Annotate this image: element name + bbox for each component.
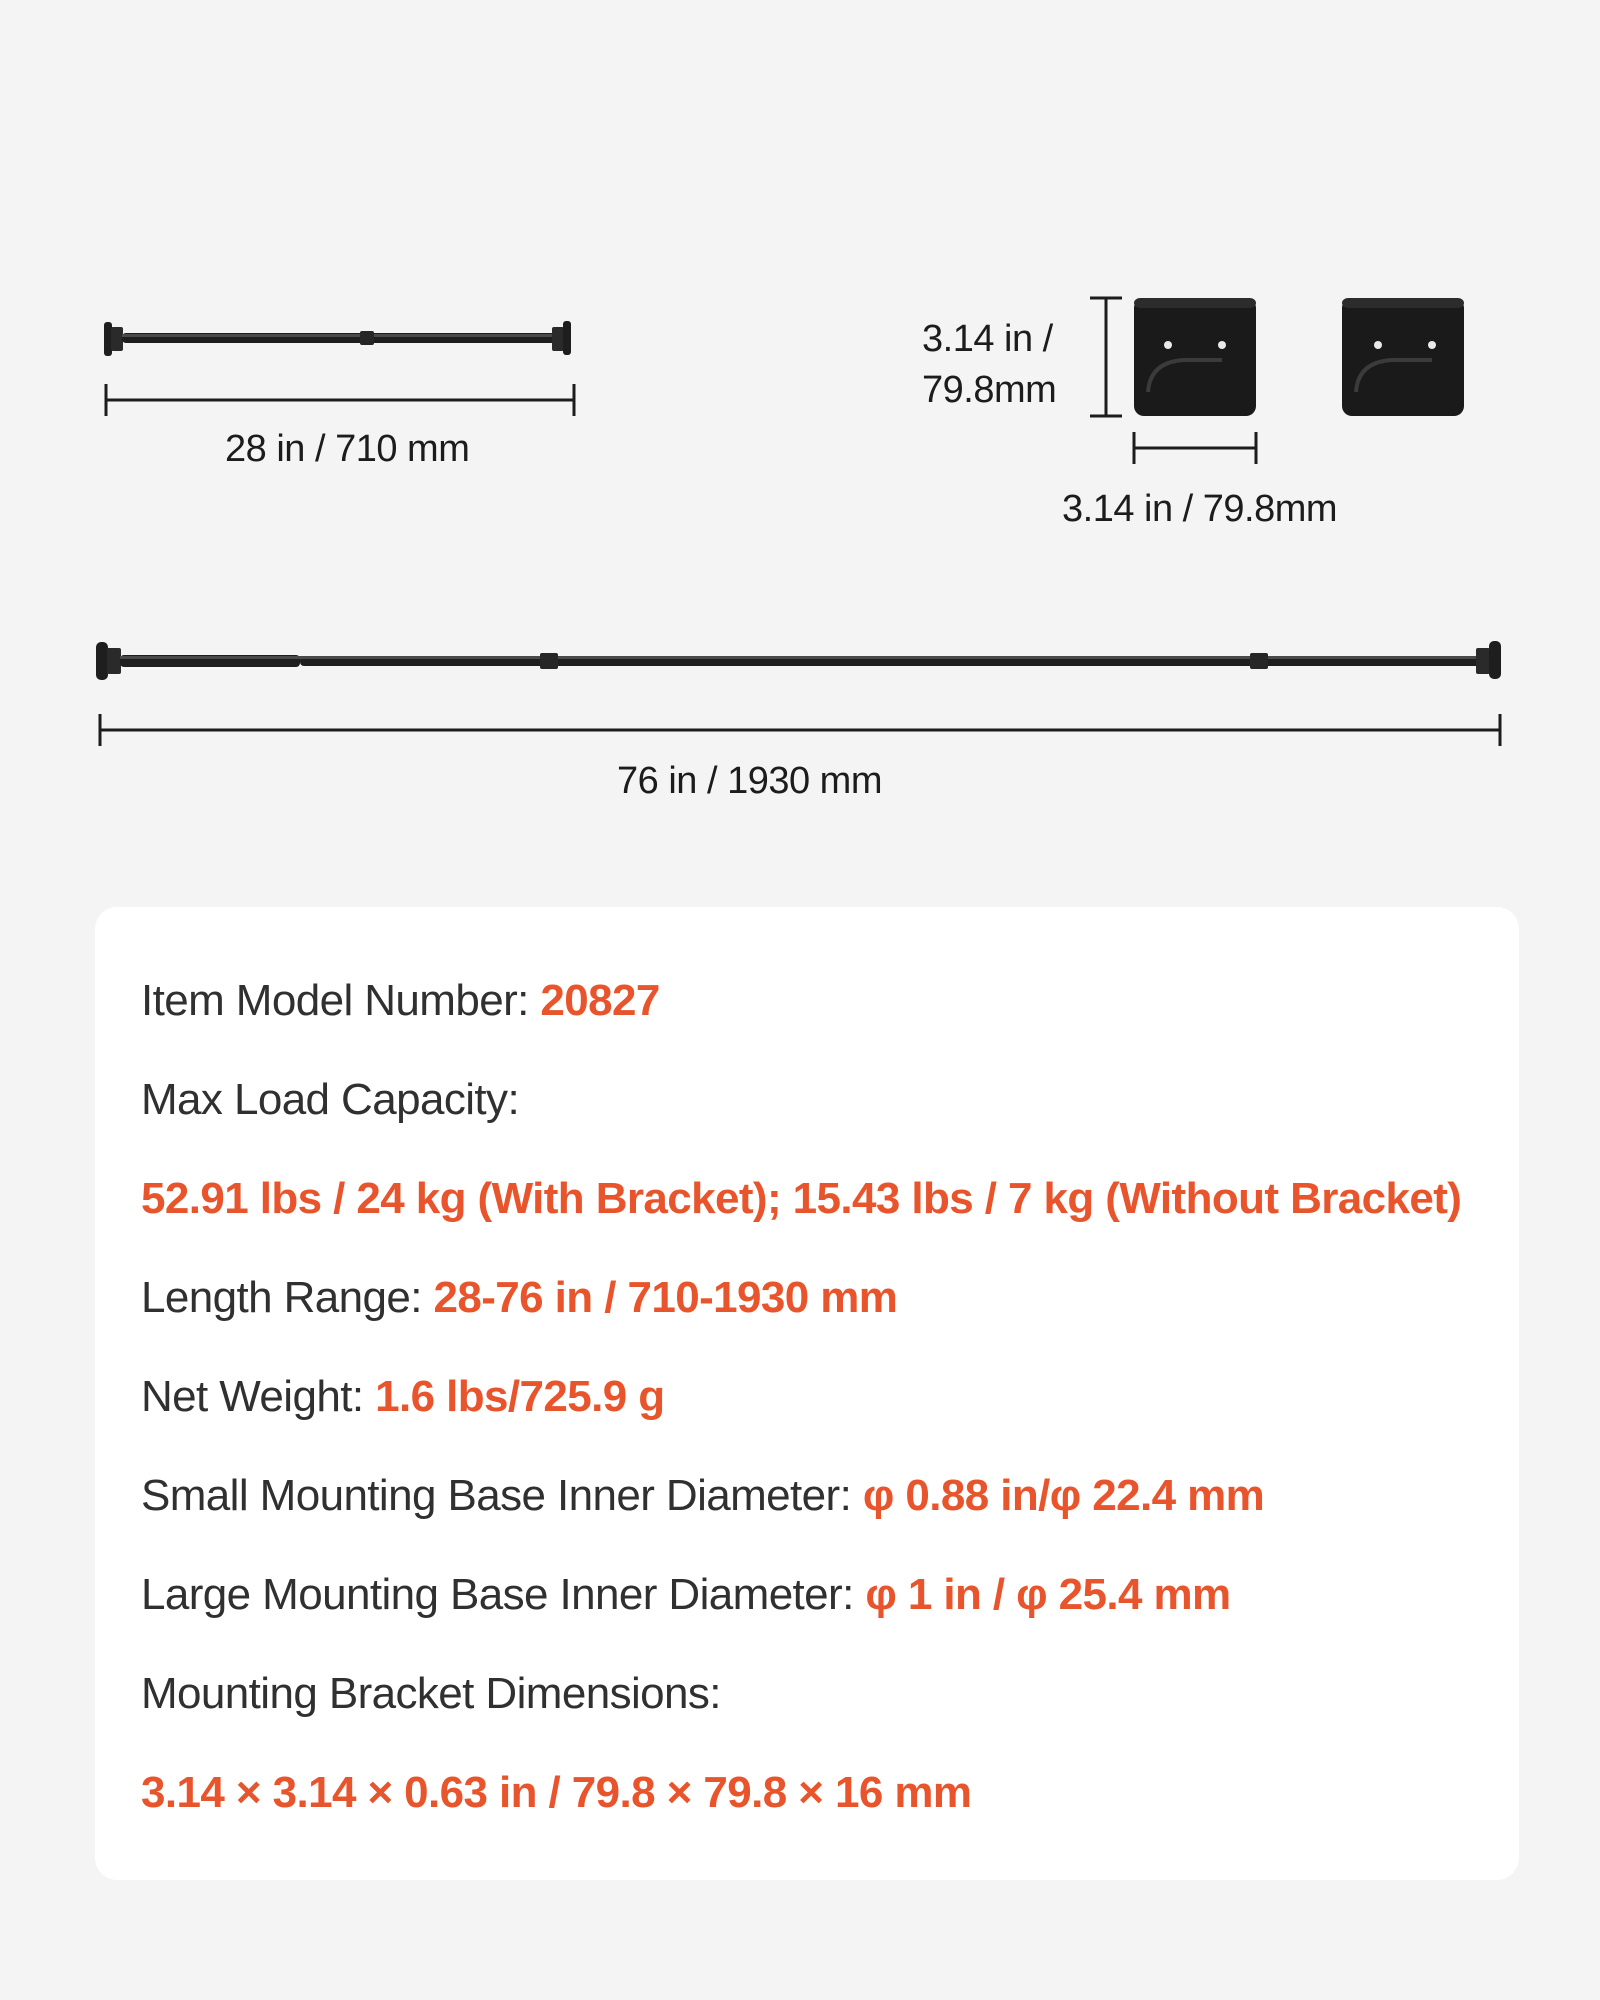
- long-rod: [96, 641, 1501, 680]
- short-rod: [104, 321, 571, 356]
- short-rod-length-label: 28 in / 710 mm: [225, 428, 470, 470]
- load-label: Max Load Capacity:: [141, 1075, 520, 1124]
- spec-row-load-value: [141, 1174, 1461, 1224]
- spec-row-small-base: [141, 1471, 1264, 1521]
- large-base-value: φ 1 in / φ 25.4 mm: [865, 1570, 1231, 1619]
- bracket-height-label-line2: 79.8mm: [922, 369, 1057, 411]
- bracket-height-label-line1: 3.14 in /: [922, 318, 1053, 360]
- small-base-label: Small Mounting Base Inner Diameter:: [141, 1471, 852, 1520]
- load-value: 52.91 lbs / 24 kg (With Bracket); 15.43 lbs / 7 kg (Without Bracket): [141, 1174, 1462, 1223]
- bracket-value: 3.14 × 3.14 × 0.63 in / 79.8 × 79.8 × 16 mm: [141, 1768, 972, 1817]
- mounting-bracket-1: [1134, 298, 1256, 416]
- length-label: Length Range:: [141, 1273, 422, 1322]
- model-label: Item Model Number:: [141, 976, 529, 1025]
- spec-card: [95, 907, 1519, 1880]
- long-rod-length-label: 76 in / 1930 mm: [617, 760, 882, 802]
- spec-row-weight: [141, 1372, 665, 1422]
- bracket-label: Mounting Bracket Dimensions:: [141, 1669, 721, 1718]
- spec-row-model: [141, 976, 660, 1026]
- spec-row-length: [141, 1273, 897, 1323]
- spec-row-bracket-label: [141, 1669, 721, 1719]
- bracket-height-dimension-line: [1090, 298, 1122, 416]
- spec-row-load-label: [141, 1075, 519, 1125]
- length-value: 28-76 in / 710-1930 mm: [433, 1273, 898, 1322]
- bracket-width-dimension-line: [1134, 432, 1256, 464]
- model-value: 20827: [540, 976, 660, 1025]
- spec-row-bracket-value: [141, 1768, 971, 1818]
- bracket-width-label: 3.14 in / 79.8mm: [1062, 488, 1338, 530]
- weight-label: Net Weight:: [141, 1372, 364, 1421]
- weight-value: 1.6 lbs/725.9 g: [375, 1372, 665, 1421]
- spec-row-large-base: [141, 1570, 1231, 1620]
- long-rod-dimension-line: [100, 714, 1500, 746]
- short-rod-dimension-line: [106, 384, 574, 416]
- small-base-value: φ 0.88 in/φ 22.4 mm: [862, 1471, 1265, 1520]
- large-base-label: Large Mounting Base Inner Diameter:: [141, 1570, 854, 1619]
- mounting-bracket-2: [1342, 298, 1464, 416]
